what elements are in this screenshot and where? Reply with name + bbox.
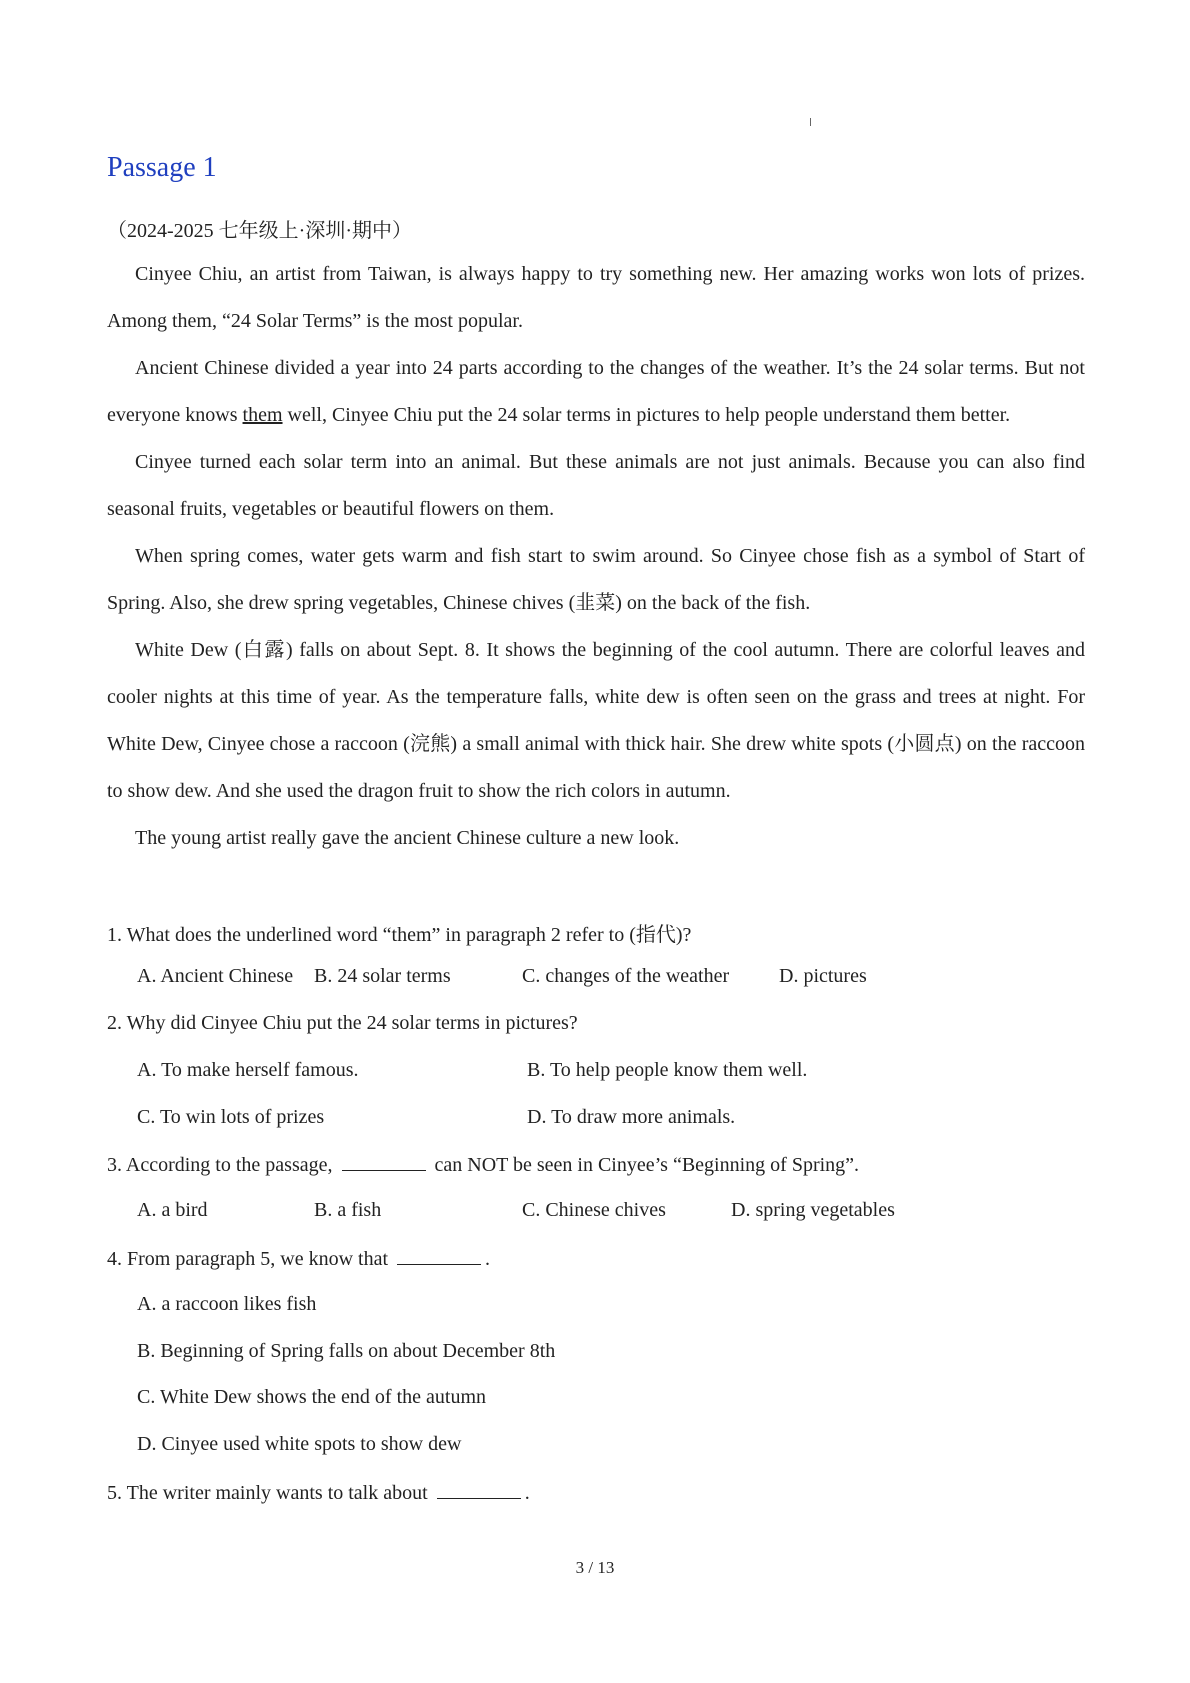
passage-title: Passage 1 (107, 152, 217, 183)
paragraph-4: When spring comes, water gets warm and fish start to swim around. So Cinyee chose fish as a symbol of Start of Spring. Also, she drew spring vegetables, Chinese chives (韭菜) on the back of the fish. (107, 545, 1085, 614)
q3-option-a: A. a bird (137, 1199, 208, 1221)
q4-text-before: 4. From paragraph 5, we know that (107, 1248, 394, 1270)
question-2: 2. Why did Cinyee Chiu put the 24 solar terms in pictures? (107, 1012, 578, 1034)
q2-option-b: B. To help people know them well. (527, 1059, 808, 1081)
paragraph-3: Cinyee turned each solar term into an animal. But these animals are not just animals. Because you can also find seasonal fruits, vegetables or beautiful flowers on them. (107, 451, 1085, 520)
underlined-word: them (242, 404, 283, 426)
answer-blank (342, 1152, 426, 1171)
passage-body (107, 251, 1085, 862)
paragraph-2 (107, 345, 1085, 439)
q2-option-d: D. To draw more animals. (527, 1106, 736, 1128)
answer-blank (397, 1246, 481, 1265)
paragraph-6: The young artist really gave the ancient Chinese culture a new look. (135, 827, 680, 849)
q5-text-before: 5. The writer mainly wants to talk about (107, 1482, 433, 1504)
q3-option-d: D. spring vegetables (731, 1199, 895, 1221)
q2-option-c: C. To win lots of prizes (137, 1106, 325, 1128)
question-1: 1. What does the underlined word “them” in paragraph 2 refer to (指代)? (107, 924, 692, 946)
q1-option-a: A. Ancient Chinese (137, 965, 294, 987)
paragraph-2-text-after: well, Cinyee Chiu put the 24 solar terms in pictures to help people understand them better. (282, 404, 1011, 426)
q1-option-b: B. 24 solar terms (314, 965, 451, 987)
q4-option-b: B. Beginning of Spring falls on about December 8th (137, 1340, 556, 1362)
q5-text-after: . (524, 1482, 530, 1504)
q3-option-c: C. Chinese chives (522, 1199, 666, 1221)
q3-option-b: B. a fish (314, 1199, 382, 1221)
q4-option-a: A. a raccoon likes fish (137, 1293, 317, 1315)
page-number: 3 / 13 (575, 1558, 615, 1577)
answer-blank (437, 1480, 521, 1499)
paragraph-1: Cinyee Chiu, an artist from Taiwan, is always happy to try something new. Her amazing works won lots of prizes. Among them, “24 Solar Terms” is the most popular. (107, 263, 1085, 332)
q2-option-a: A. To make herself famous. (137, 1059, 359, 1081)
question-5 (107, 1480, 530, 1505)
question-3 (107, 1152, 859, 1177)
q4-text-after: . (485, 1248, 491, 1270)
q1-option-d: D. pictures (779, 965, 867, 987)
q1-option-c: C. changes of the weather (522, 965, 730, 987)
q4-option-c: C. White Dew shows the end of the autumn (137, 1386, 487, 1408)
q4-option-d: D. Cinyee used white spots to show dew (137, 1433, 462, 1455)
page-mark (810, 118, 811, 126)
question-4 (107, 1246, 490, 1271)
paragraph-2-text-before: Ancient Chinese divided a year into 24 parts according to the changes of the weather. It’s the 24 solar terms. But not everyone knows (107, 357, 1085, 426)
paragraph-5: White Dew (白露) falls on about Sept. 8. It shows the beginning of the cool autumn. There are colorful leaves and cooler nights at this time of year. As the temperature falls, white dew is often seen on the grass and trees at night. For White Dew, Cinyee chose a raccoon (浣熊) a small animal with thick hair. She drew white spots (小圆点) on the raccoon to show dew. And she used the dragon fruit to show the rich colors in autumn. (107, 639, 1085, 802)
passage-source: （2024-2025 七年级上·深圳·期中） (107, 220, 412, 242)
q3-text-after: can NOT be seen in Cinyee’s “Beginning of Spring”. (429, 1154, 860, 1176)
q3-text-before: 3. According to the passage, (107, 1154, 338, 1176)
